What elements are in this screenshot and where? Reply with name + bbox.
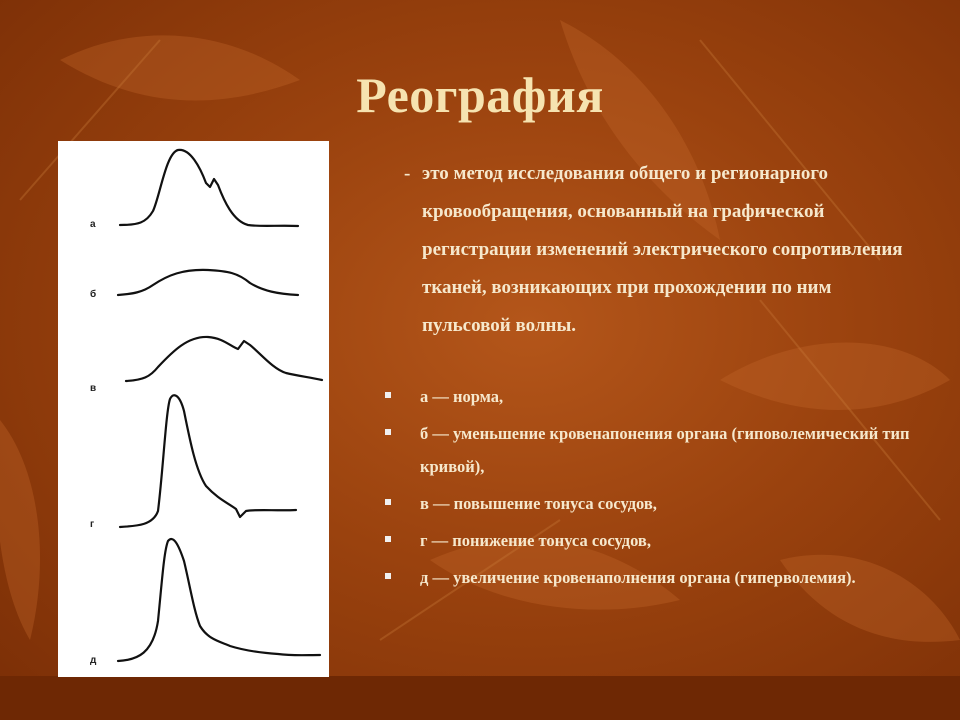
bullet-square-icon [385,429,391,435]
rheogram-curves [58,141,329,677]
definition-dash: - [404,163,411,184]
figure-label-v: в [90,383,97,394]
legend-item-text: в — повышение тонуса сосудов, [420,494,657,513]
bottom-band [0,676,960,720]
definition-paragraph [404,155,924,345]
curve-a [120,150,298,226]
legend-item-text: б — уменьшение кровенапонения органа (гиповолемический тип кривой), [420,424,910,476]
bullet-square-icon [385,573,391,579]
legend-item [385,487,925,520]
curve-b [118,270,298,295]
legend-item [385,380,925,413]
legend-item [385,561,925,594]
figure-label-b: б [90,289,97,300]
definition-text: это метод исследования общего и регионарного кровообращения, основанный на графической регистрации изменений электрического сопротивления тканей, возникающих при прохождении по ним пульсовой волны. [422,163,903,336]
curve-v [126,337,322,381]
legend-item [385,524,925,557]
legend-list [385,380,925,598]
legend-item-text: а — норма, [420,387,504,406]
rheogram-figure [58,141,329,677]
figure-label-d: д [90,655,97,666]
legend-item [385,417,925,483]
legend-item-text: г — понижение тонуса сосудов, [420,531,651,550]
bullet-square-icon [385,499,391,505]
bullet-square-icon [385,536,391,542]
figure-label-a: а [90,219,96,230]
legend-item-text: д — увеличение кровенаполнения органа (гиперволемия). [420,568,856,587]
figure-label-g: г [90,519,95,530]
slide-title: Реография [356,67,604,123]
curve-g [120,395,296,527]
bullet-square-icon [385,392,391,398]
curve-d [118,539,320,661]
